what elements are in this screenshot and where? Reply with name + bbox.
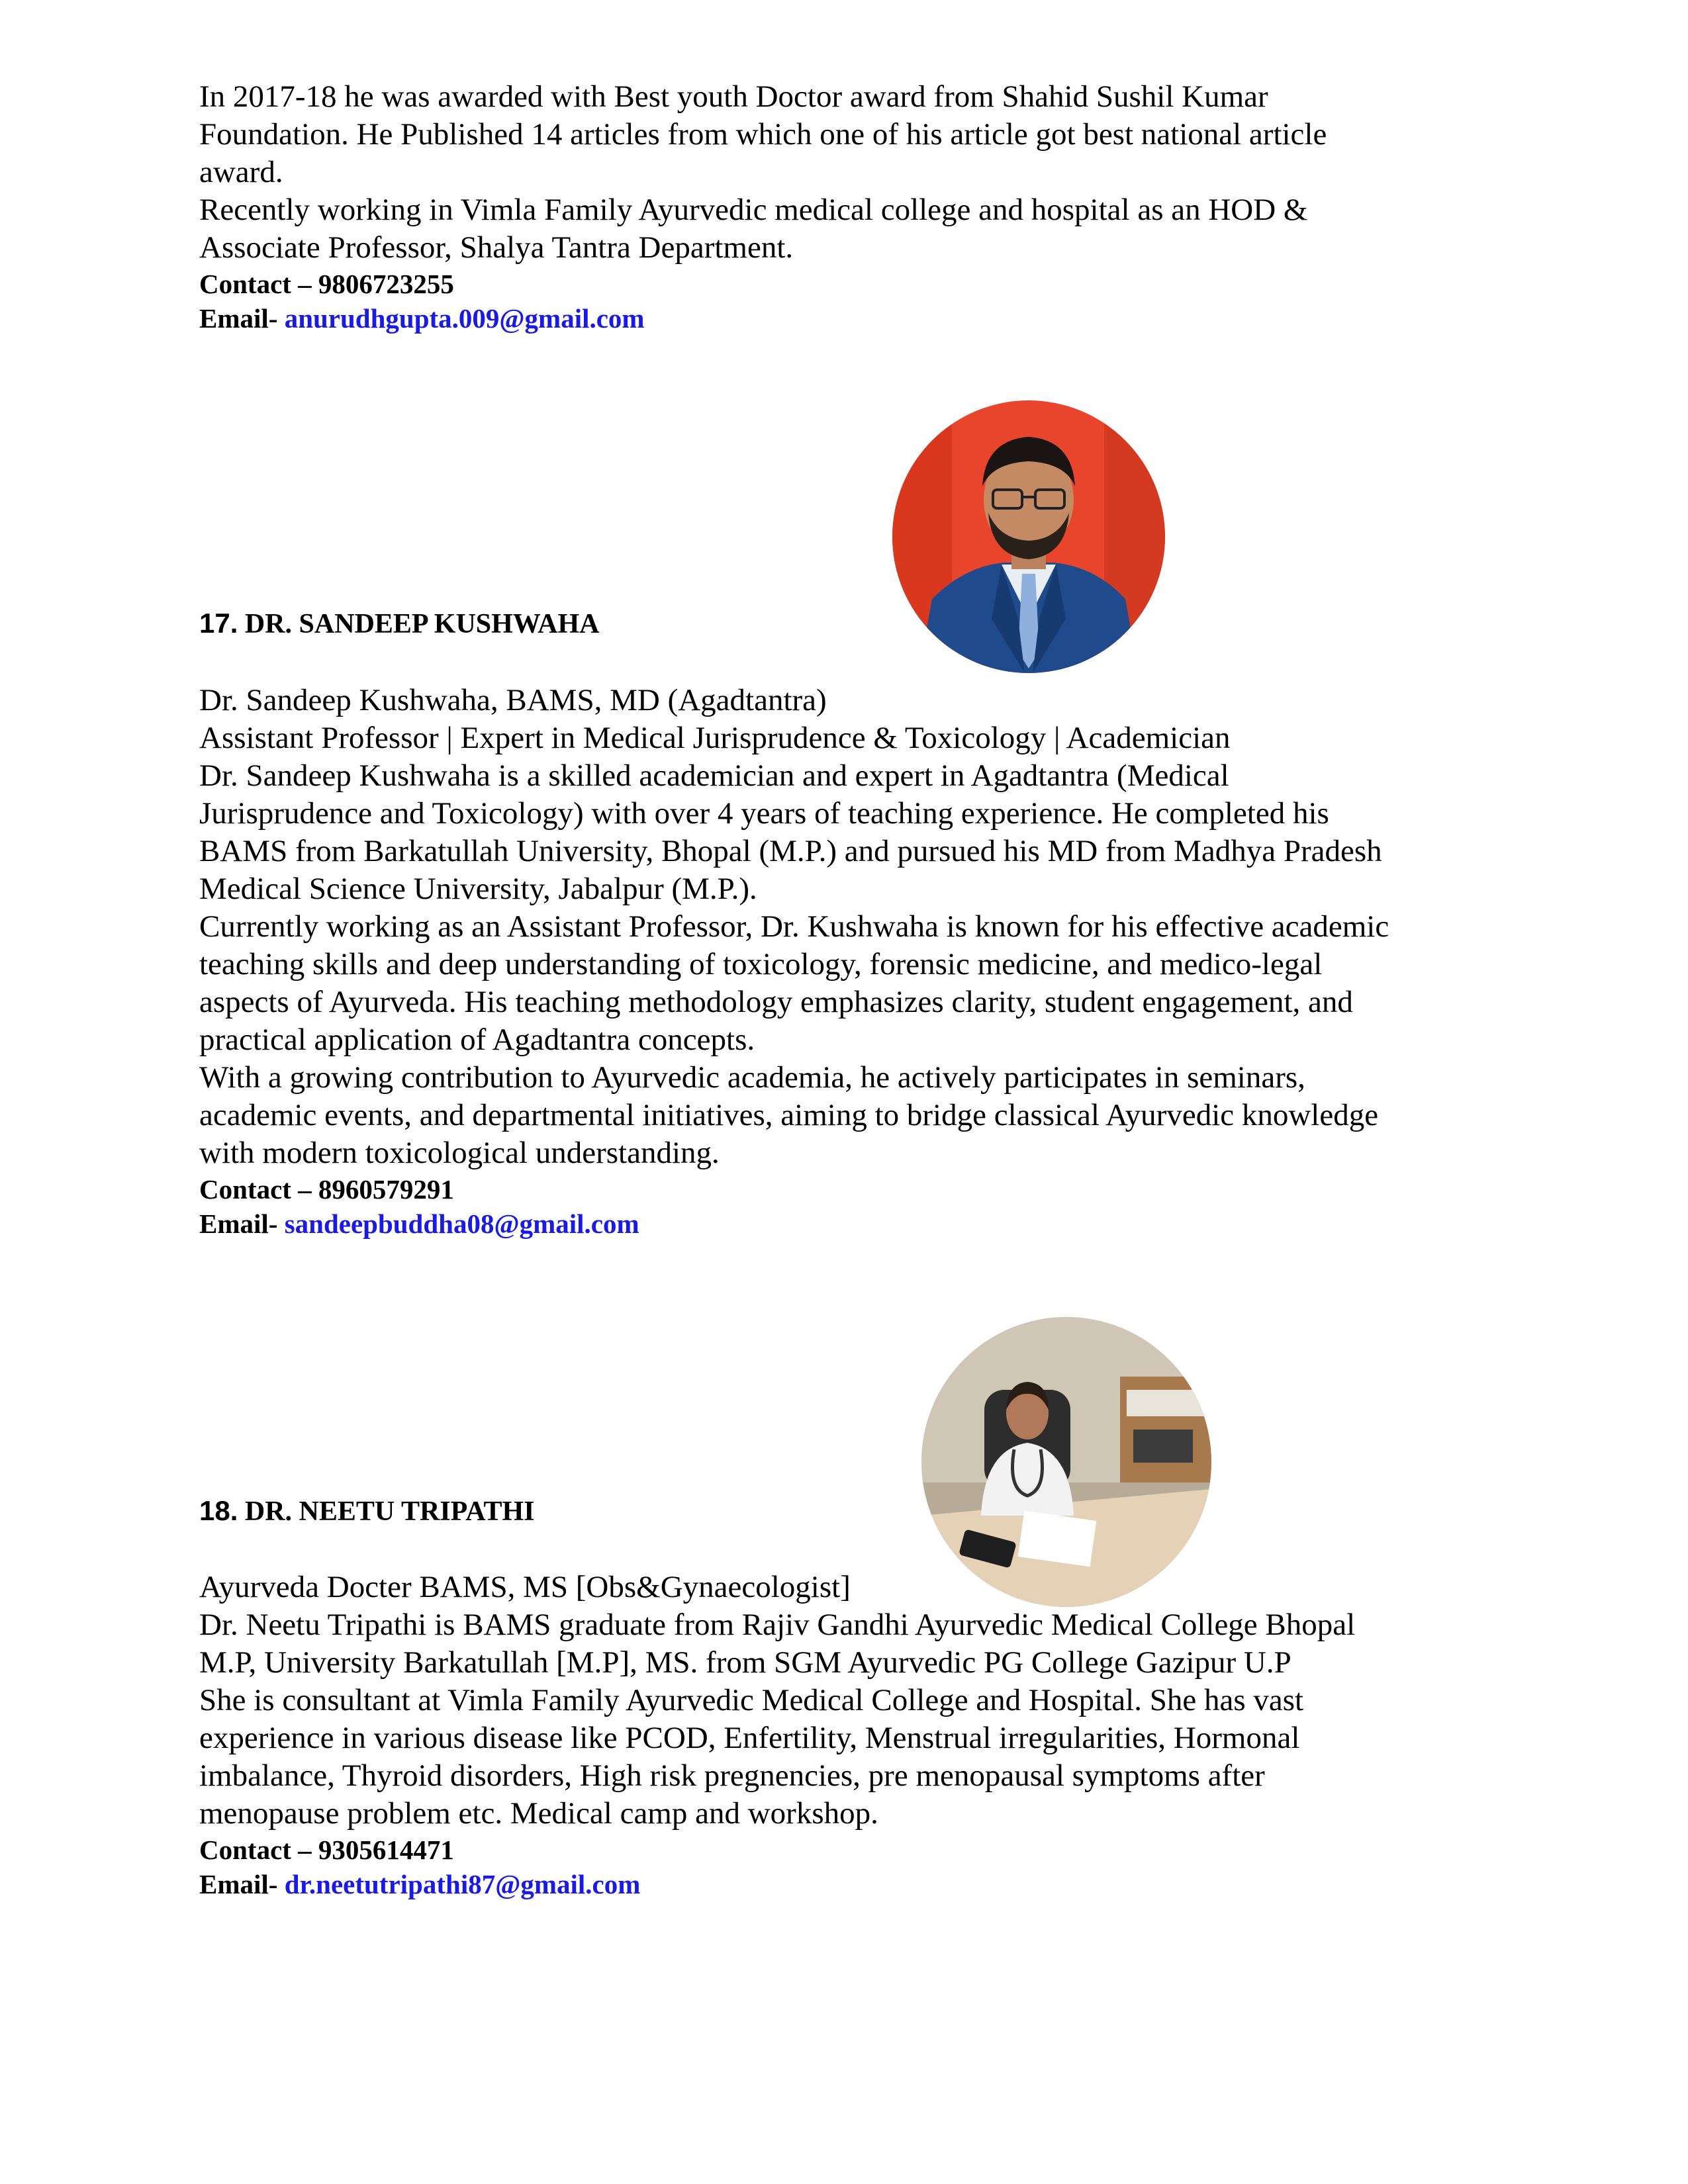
intro-line: Recently working in Vimla Family Ayurvedic medical college and hospital as an HOD & [199, 193, 1308, 227]
profile-17-name: DR. SANDEEP KUSHWAHA [244, 609, 600, 639]
profile-18-line: menopause problem etc. Medical camp and workshop. [199, 1796, 878, 1831]
email-label: Email- [199, 1208, 278, 1239]
intro-email-line [199, 301, 1523, 336]
profile-17-contact: Contact – 8960579291 [199, 1174, 454, 1205]
profile-18-contact: Contact – 9305614471 [199, 1835, 454, 1865]
profile-17-body [199, 682, 1523, 1241]
profile-17-email-line [199, 1206, 1523, 1241]
profile-18-line: imbalance, Thyroid disorders, High risk pregnencies, pre menopausal symptoms after [199, 1758, 1265, 1793]
profile-18-name: DR. NEETU TRIPATHI [244, 1496, 535, 1527]
profile-18-line: M.P, University Barkatullah [M.P], MS. from SGM Ayurvedic PG College Gazipur U.P [199, 1645, 1291, 1680]
profile-17-heading [199, 606, 599, 641]
profile-17-line: Medical Science University, Jabalpur (M.P.). [199, 872, 757, 906]
profile-17-line: academic events, and departmental initiatives, aiming to bridge classical Ayurvedic knowledge [199, 1098, 1379, 1132]
profile-17-number: 17. [199, 608, 238, 639]
profile-18-line: experience in various disease like PCOD, Enfertility, Menstrual irregularities, Hormonal [199, 1721, 1300, 1755]
intro-line: Associate Professor, Shalya Tantra Department. [199, 230, 794, 265]
profile-17-line: Dr. Sandeep Kushwaha, BAMS, MD (Agadtantra) [199, 683, 827, 717]
profile-18-line: She is consultant at Vimla Family Ayurvedic Medical College and Hospital. She has vast [199, 1683, 1304, 1717]
profile-17-line: Jurisprudence and Toxicology) with over 4 years of teaching experience. He completed his [199, 796, 1329, 831]
profile-17-line: with modern toxicological understanding. [199, 1136, 720, 1170]
intro-line: award. [199, 155, 283, 189]
profile-17-line: Dr. Sandeep Kushwaha is a skilled academician and expert in Agadtantra (Medical [199, 758, 1229, 793]
sandeep-kushwaha-photo [892, 400, 1165, 673]
profile-17-line: practical application of Agadtantra concepts. [199, 1023, 755, 1057]
profile-17-line: Assistant Professor | Expert in Medical Jurisprudence & Toxicology | Academician [199, 721, 1231, 755]
profile-17-line: aspects of Ayurveda. His teaching methodology emphasizes clarity, student engagement, and [199, 985, 1353, 1019]
profile-17-email-link[interactable]: sandeepbuddha08@gmail.com [284, 1208, 639, 1239]
intro-paragraph [199, 78, 1523, 336]
profile-17-line: teaching skills and deep understanding of toxicology, forensic medicine, and medico-legal [199, 947, 1323, 981]
profile-18-heading [199, 1494, 534, 1529]
profile-18-number: 18. [199, 1495, 238, 1526]
profile-17-line: BAMS from Barkatullah University, Bhopal (M.P.) and pursued his MD from Madhya Pradesh [199, 834, 1382, 868]
intro-email-link[interactable]: anurudhgupta.009@gmail.com [284, 303, 645, 334]
profile-17-line: Currently working as an Assistant Professor, Dr. Kushwaha is known for his effective academic [199, 909, 1389, 944]
profile-18-email-link[interactable]: dr.neetutripathi87@gmail.com [284, 1869, 641, 1899]
profile-18-email-line [199, 1867, 1523, 1901]
intro-line: Foundation. He Published 14 articles from which one of his article got best national article [199, 117, 1327, 152]
intro-line: In 2017-18 he was awarded with Best youth Doctor award from Shahid Sushil Kumar [199, 79, 1268, 114]
profile-17-line: With a growing contribution to Ayurvedic academia, he actively participates in seminars, [199, 1060, 1305, 1095]
profile-18-line: Ayurveda Docter BAMS, MS [Obs&Gynaecologist] [199, 1570, 851, 1604]
profile-18-body [199, 1569, 1523, 1901]
email-label: Email- [199, 303, 278, 334]
neetu-tripathi-photo [921, 1317, 1211, 1607]
email-label: Email- [199, 1869, 278, 1899]
intro-contact: Contact – 9806723255 [199, 269, 454, 299]
profile-18-line: Dr. Neetu Tripathi is BAMS graduate from Rajiv Gandhi Ayurvedic Medical College Bhopal [199, 1608, 1356, 1642]
